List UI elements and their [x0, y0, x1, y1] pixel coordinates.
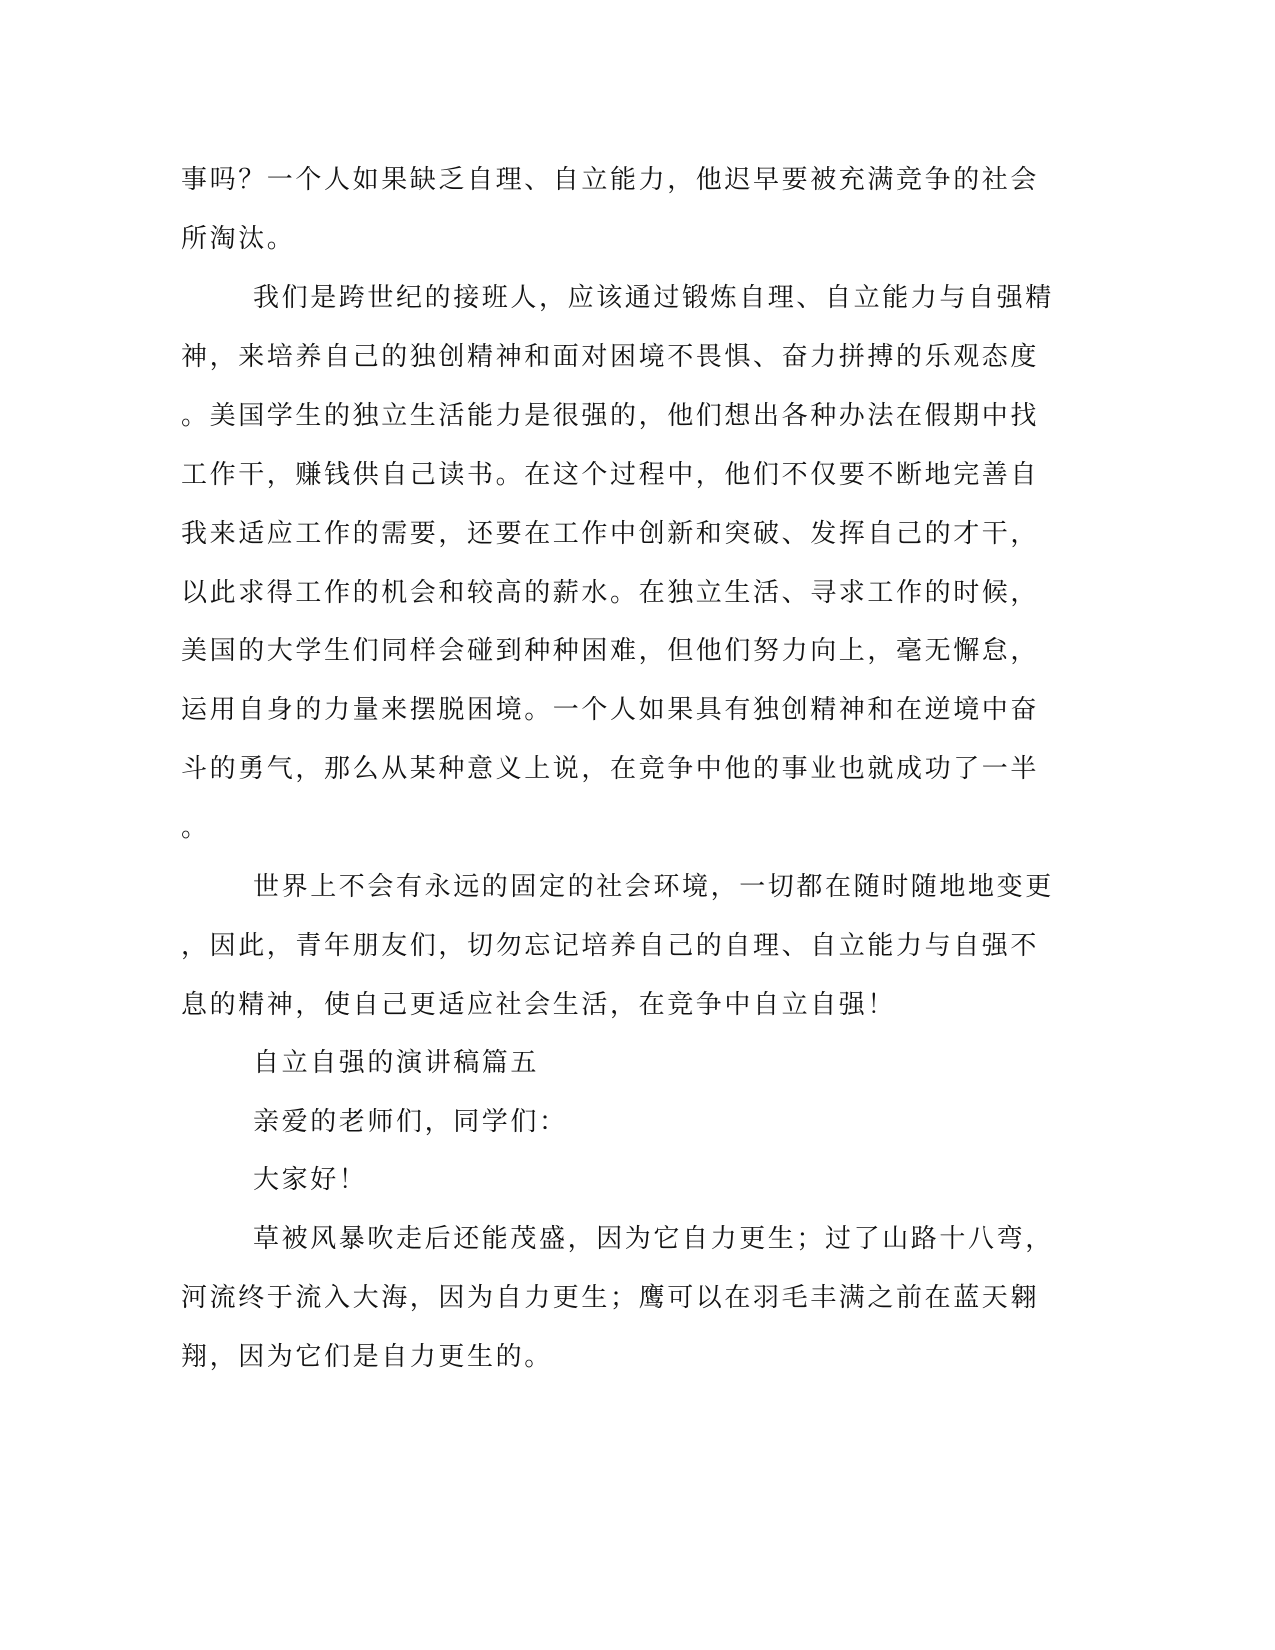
text-line: 所淘汰。: [181, 224, 296, 254]
text-line: 以此求得工作的机会和较高的薪水。在独立生活、寻求工作的时候，: [181, 578, 1040, 608]
paragraph-start-line: 我们是跨世纪的接班人，应该通过锻炼自理、自立能力与自强精: [253, 283, 1054, 313]
text-line: 翔，因为它们是自力更生的。: [181, 1342, 553, 1372]
text-line: 。美国学生的独立生活能力是很强的，他们想出各种办法在假期中找: [181, 401, 1040, 431]
salutation-line: 亲爱的老师们，同学们：: [253, 1107, 568, 1137]
text-line: 息的精神，使自己更适应社会生活，在竞争中自立自强！: [181, 990, 897, 1020]
text-line: 事吗？一个人如果缺乏自理、自立能力，他迟早要被充满竞争的社会: [181, 165, 1040, 195]
text-line: 美国的大学生们同样会碰到种种困难，但他们努力向上，毫无懈怠，: [181, 636, 1040, 666]
text-line: ，因此，青年朋友们，切勿忘记培养自己的自理、自立能力与自强不: [181, 931, 1040, 961]
section-heading: 自立自强的演讲稿篇五: [253, 1048, 540, 1078]
text-line: 我来适应工作的需要，还要在工作中创新和突破、发挥自己的才干，: [181, 519, 1040, 549]
text-line: 运用自身的力量来摆脱困境。一个人如果具有独创精神和在逆境中奋: [181, 695, 1040, 725]
paragraph-start-line: 世界上不会有永远的固定的社会环境，一切都在随时随地地变更: [253, 872, 1054, 902]
paragraph-start-line: 草被风暴吹走后还能茂盛，因为它自力更生；过了山路十八弯，: [253, 1224, 1054, 1254]
text-line: 河流终于流入大海，因为自力更生；鹰可以在羽毛丰满之前在蓝天翱: [181, 1283, 1040, 1313]
text-line: 工作干，赚钱供自己读书。在这个过程中，他们不仅要不断地完善自: [181, 460, 1040, 490]
greeting-line: 大家好！: [253, 1165, 368, 1195]
text-line: 斗的勇气，那么从某种意义上说，在竞争中他的事业也就成功了一半: [181, 754, 1040, 784]
text-line: 神，来培养自己的独创精神和面对困境不畏惧、奋力拼搏的乐观态度: [181, 342, 1040, 372]
text-line: 。: [181, 813, 210, 843]
